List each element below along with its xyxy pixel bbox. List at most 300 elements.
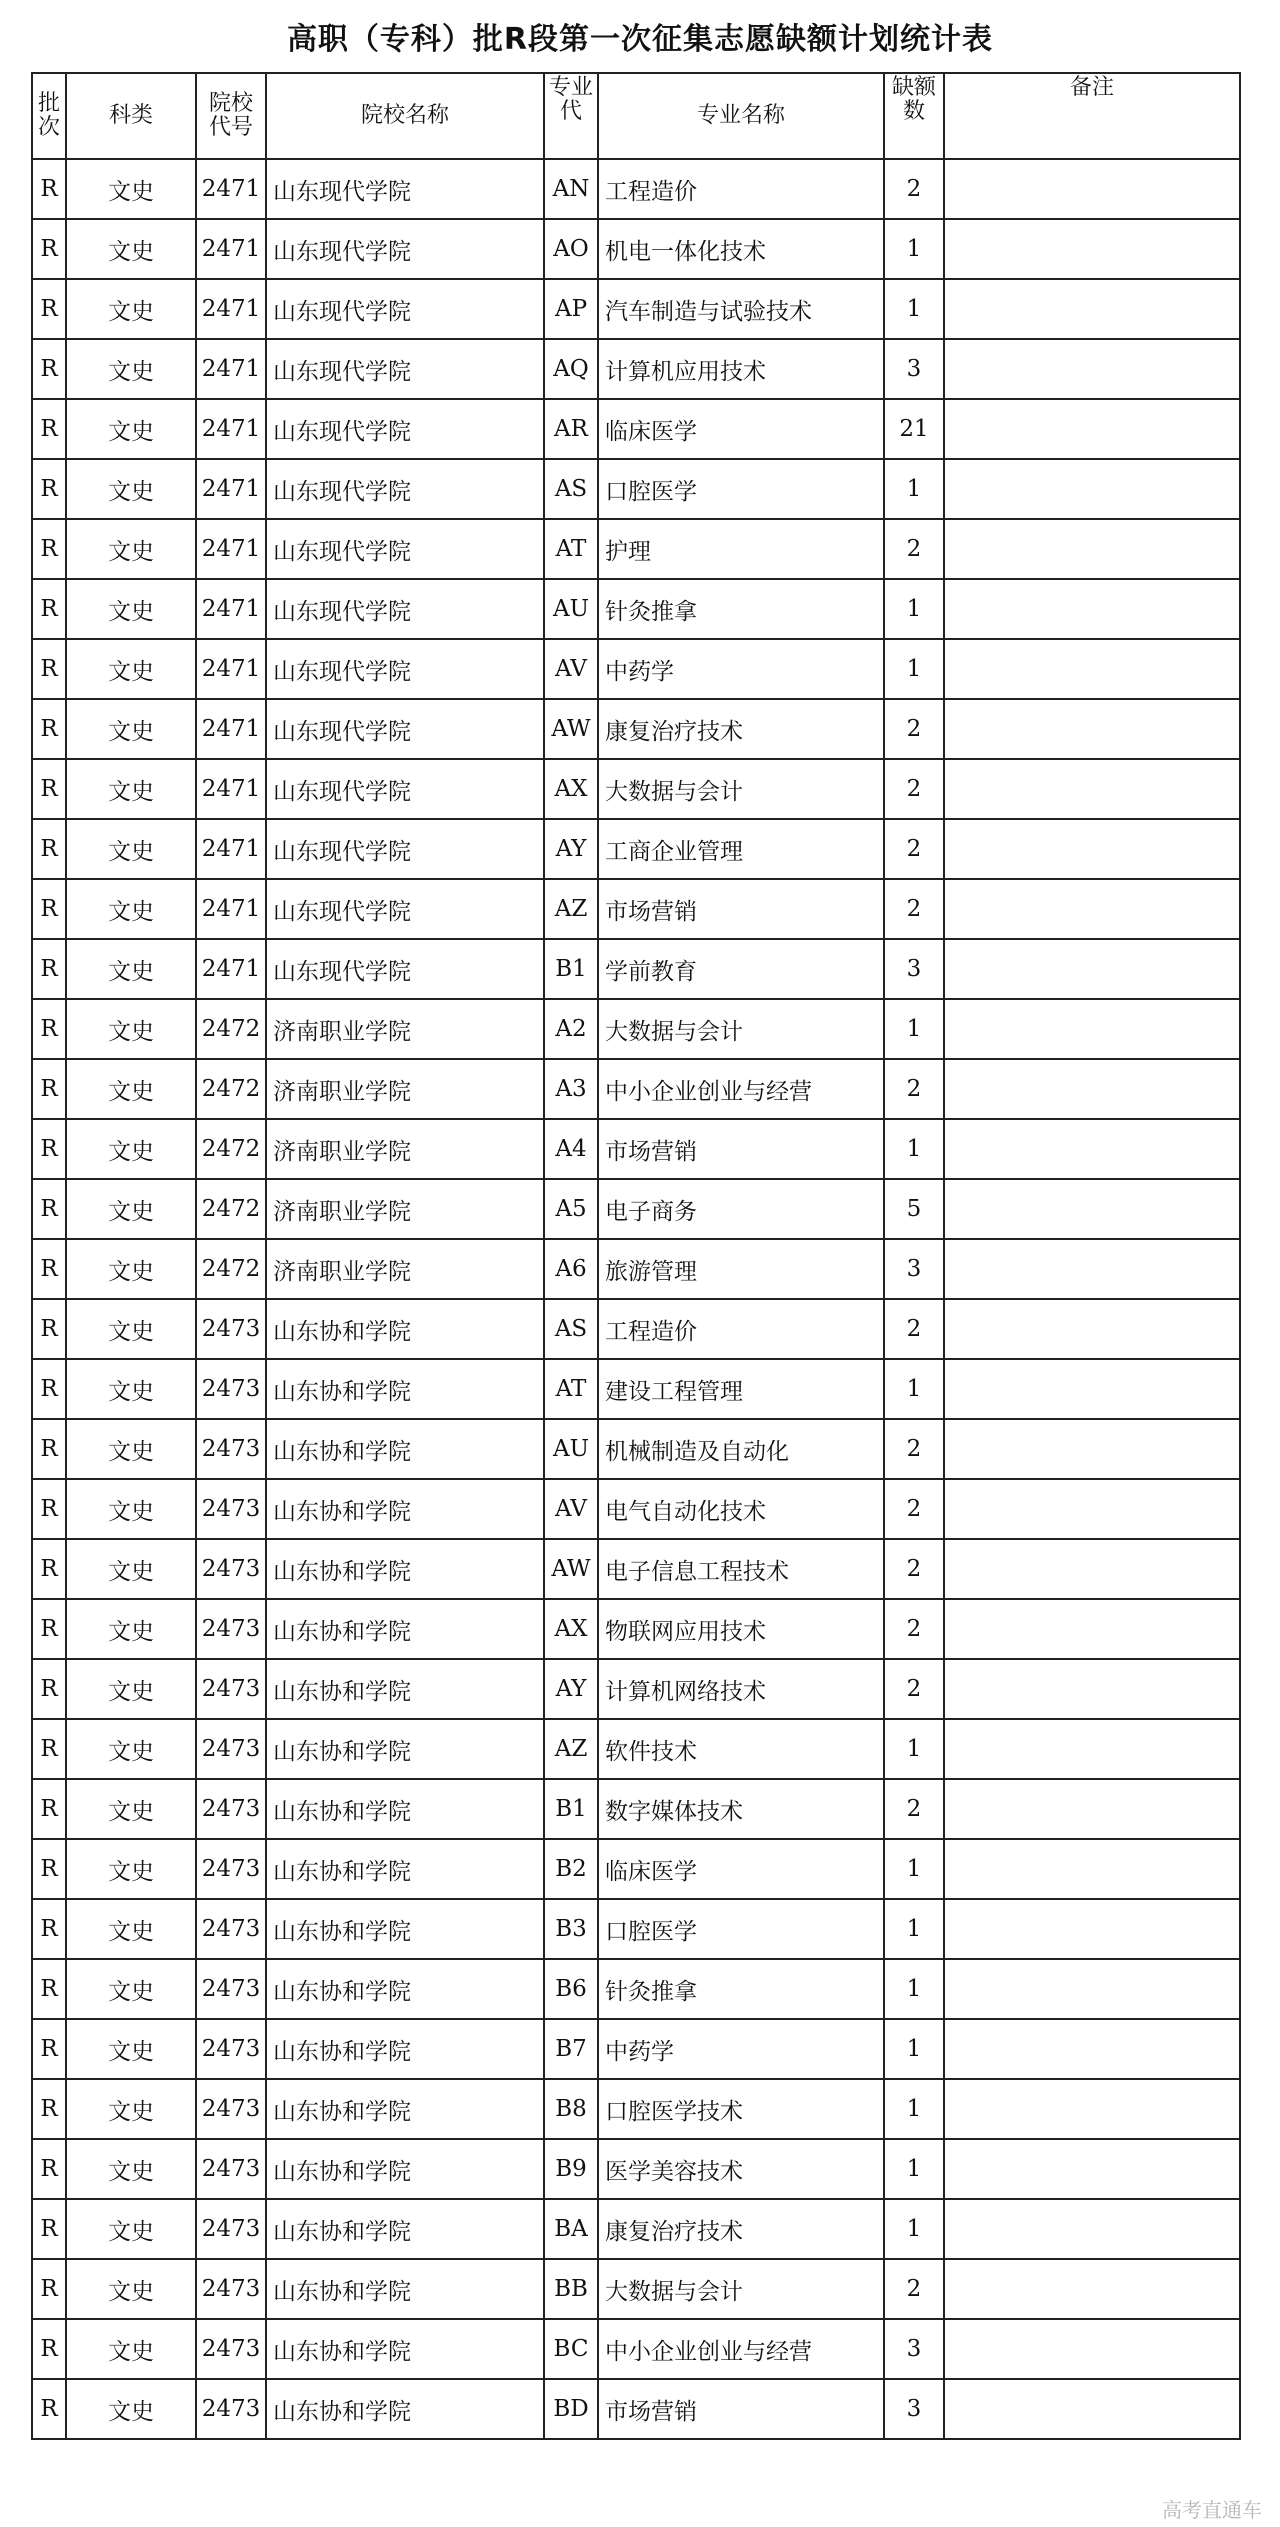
table-row: [32, 1599, 1240, 1659]
cell-school-name: 山东协和学院: [266, 1839, 544, 1899]
cell-type: 文史: [66, 1119, 196, 1179]
cell-major-code: AX: [544, 1599, 598, 1659]
cell-major-name: 电气自动化技术: [598, 1479, 884, 1539]
cell-note: [944, 1719, 1240, 1779]
cell-type: 文史: [66, 939, 196, 999]
cell-major-name: 康复治疗技术: [598, 699, 884, 759]
cell-major-code: B7: [544, 2019, 598, 2079]
header-type: 科类: [66, 73, 196, 159]
table-row: [32, 2379, 1240, 2439]
cell-note: [944, 1059, 1240, 1119]
table-row: [32, 1539, 1240, 1599]
table-row: [32, 1839, 1240, 1899]
cell-major-code: AZ: [544, 1719, 598, 1779]
cell-type: 文史: [66, 2079, 196, 2139]
cell-major-code: A3: [544, 1059, 598, 1119]
cell-major-name: 中小企业创业与经营: [598, 2319, 884, 2379]
cell-note: [944, 1599, 1240, 1659]
table-row: [32, 399, 1240, 459]
table-row: [32, 1239, 1240, 1299]
cell-school-code: 2471: [196, 579, 266, 639]
cell-batch: R: [32, 1059, 66, 1119]
table-row: [32, 2319, 1240, 2379]
cell-school-name: 山东协和学院: [266, 1659, 544, 1719]
cell-note: [944, 1779, 1240, 1839]
table-row: [32, 2259, 1240, 2319]
cell-major-code: B8: [544, 2079, 598, 2139]
cell-vacancy-count: 2: [884, 1659, 944, 1719]
cell-batch: R: [32, 1179, 66, 1239]
cell-school-name: 山东协和学院: [266, 1779, 544, 1839]
cell-school-name: 济南职业学院: [266, 1239, 544, 1299]
table-row: [32, 2079, 1240, 2139]
cell-major-name: 中药学: [598, 2019, 884, 2079]
cell-vacancy-count: 21: [884, 399, 944, 459]
cell-school-name: 山东协和学院: [266, 1599, 544, 1659]
cell-major-name: 针灸推拿: [598, 1959, 884, 2019]
cell-school-code: 2473: [196, 1779, 266, 1839]
cell-vacancy-count: 1: [884, 2139, 944, 2199]
cell-school-name: 山东协和学院: [266, 1359, 544, 1419]
cell-school-code: 2471: [196, 759, 266, 819]
cell-vacancy-count: 2: [884, 159, 944, 219]
cell-major-code: A2: [544, 999, 598, 1059]
cell-batch: R: [32, 279, 66, 339]
cell-school-code: 2473: [196, 1599, 266, 1659]
cell-note: [944, 639, 1240, 699]
cell-major-code: AT: [544, 519, 598, 579]
cell-vacancy-count: 1: [884, 2019, 944, 2079]
cell-major-code: AP: [544, 279, 598, 339]
table-row: [32, 579, 1240, 639]
cell-type: 文史: [66, 1479, 196, 1539]
header-note: 备注: [944, 73, 1240, 159]
cell-major-name: 市场营销: [598, 1119, 884, 1179]
cell-vacancy-count: 1: [884, 1119, 944, 1179]
cell-school-code: 2471: [196, 939, 266, 999]
cell-major-code: AS: [544, 1299, 598, 1359]
cell-batch: R: [32, 759, 66, 819]
cell-school-name: 山东协和学院: [266, 1719, 544, 1779]
cell-school-name: 山东协和学院: [266, 2079, 544, 2139]
cell-major-code: AT: [544, 1359, 598, 1419]
cell-type: 文史: [66, 459, 196, 519]
cell-batch: R: [32, 2199, 66, 2259]
cell-type: 文史: [66, 339, 196, 399]
cell-batch: R: [32, 219, 66, 279]
cell-note: [944, 1419, 1240, 1479]
cell-batch: R: [32, 1719, 66, 1779]
cell-type: 文史: [66, 1239, 196, 1299]
cell-school-name: 山东现代学院: [266, 339, 544, 399]
cell-school-code: 2471: [196, 399, 266, 459]
header-batch: 批次: [32, 73, 66, 159]
cell-batch: R: [32, 1479, 66, 1539]
cell-note: [944, 1359, 1240, 1419]
cell-batch: R: [32, 1839, 66, 1899]
cell-batch: R: [32, 819, 66, 879]
cell-type: 文史: [66, 639, 196, 699]
cell-batch: R: [32, 459, 66, 519]
cell-vacancy-count: 2: [884, 1479, 944, 1539]
cell-major-name: 护理: [598, 519, 884, 579]
cell-major-code: A6: [544, 1239, 598, 1299]
cell-school-name: 山东现代学院: [266, 399, 544, 459]
cell-note: [944, 1179, 1240, 1239]
cell-note: [944, 879, 1240, 939]
cell-major-name: 汽车制造与试验技术: [598, 279, 884, 339]
cell-type: 文史: [66, 1719, 196, 1779]
cell-school-name: 山东现代学院: [266, 279, 544, 339]
table-row: [32, 459, 1240, 519]
cell-note: [944, 2019, 1240, 2079]
cell-major-name: 工商企业管理: [598, 819, 884, 879]
cell-school-code: 2473: [196, 1839, 266, 1899]
cell-school-name: 山东协和学院: [266, 2139, 544, 2199]
table-row: [32, 339, 1240, 399]
cell-major-name: 市场营销: [598, 879, 884, 939]
cell-vacancy-count: 1: [884, 639, 944, 699]
cell-batch: R: [32, 1419, 66, 1479]
cell-school-name: 济南职业学院: [266, 1119, 544, 1179]
cell-note: [944, 1839, 1240, 1899]
cell-type: 文史: [66, 1959, 196, 2019]
cell-note: [944, 2139, 1240, 2199]
header-major-name: 专业名称: [598, 73, 884, 159]
cell-batch: R: [32, 1359, 66, 1419]
table-row: [32, 1119, 1240, 1179]
cell-school-name: 山东现代学院: [266, 759, 544, 819]
cell-type: 文史: [66, 159, 196, 219]
cell-school-code: 2473: [196, 2139, 266, 2199]
cell-batch: R: [32, 2019, 66, 2079]
watermark: 高考直通车: [1162, 2498, 1262, 2522]
cell-note: [944, 999, 1240, 1059]
cell-major-name: 旅游管理: [598, 1239, 884, 1299]
cell-major-code: AY: [544, 819, 598, 879]
cell-note: [944, 1899, 1240, 1959]
cell-school-code: 2471: [196, 279, 266, 339]
cell-note: [944, 399, 1240, 459]
table-row: [32, 1959, 1240, 2019]
table-row: [32, 639, 1240, 699]
cell-type: 文史: [66, 579, 196, 639]
cell-major-code: AV: [544, 639, 598, 699]
cell-major-name: 医学美容技术: [598, 2139, 884, 2199]
cell-vacancy-count: 2: [884, 519, 944, 579]
cell-school-name: 山东协和学院: [266, 1419, 544, 1479]
cell-note: [944, 459, 1240, 519]
table-row: [32, 219, 1240, 279]
cell-batch: R: [32, 1539, 66, 1599]
cell-note: [944, 159, 1240, 219]
cell-school-code: 2473: [196, 1899, 266, 1959]
table-row: [32, 2139, 1240, 2199]
vacancy-table: [31, 72, 1241, 2440]
cell-note: [944, 219, 1240, 279]
cell-school-name: 山东协和学院: [266, 1899, 544, 1959]
cell-major-code: AW: [544, 699, 598, 759]
cell-type: 文史: [66, 1659, 196, 1719]
cell-vacancy-count: 2: [884, 1779, 944, 1839]
table-row: [32, 1479, 1240, 1539]
cell-note: [944, 2259, 1240, 2319]
cell-major-code: AR: [544, 399, 598, 459]
cell-major-name: 临床医学: [598, 399, 884, 459]
cell-batch: R: [32, 399, 66, 459]
cell-note: [944, 1299, 1240, 1359]
cell-school-code: 2473: [196, 1959, 266, 2019]
cell-major-code: AX: [544, 759, 598, 819]
cell-type: 文史: [66, 1059, 196, 1119]
cell-major-code: AY: [544, 1659, 598, 1719]
cell-major-name: 口腔医学: [598, 1899, 884, 1959]
cell-school-name: 山东现代学院: [266, 519, 544, 579]
cell-major-code: B9: [544, 2139, 598, 2199]
cell-major-name: 建设工程管理: [598, 1359, 884, 1419]
cell-note: [944, 579, 1240, 639]
cell-major-name: 软件技术: [598, 1719, 884, 1779]
cell-major-code: B3: [544, 1899, 598, 1959]
cell-type: 文史: [66, 819, 196, 879]
cell-type: 文史: [66, 279, 196, 339]
cell-type: 文史: [66, 519, 196, 579]
cell-school-code: 2473: [196, 1479, 266, 1539]
cell-vacancy-count: 3: [884, 2319, 944, 2379]
cell-major-name: 机电一体化技术: [598, 219, 884, 279]
cell-batch: R: [32, 579, 66, 639]
cell-school-code: 2472: [196, 999, 266, 1059]
cell-major-name: 机械制造及自动化: [598, 1419, 884, 1479]
cell-note: [944, 1239, 1240, 1299]
cell-type: 文史: [66, 2019, 196, 2079]
cell-major-name: 工程造价: [598, 1299, 884, 1359]
cell-major-name: 中小企业创业与经营: [598, 1059, 884, 1119]
cell-major-code: B1: [544, 1779, 598, 1839]
table-row: [32, 279, 1240, 339]
cell-type: 文史: [66, 399, 196, 459]
cell-type: 文史: [66, 219, 196, 279]
cell-major-name: 计算机网络技术: [598, 1659, 884, 1719]
cell-batch: R: [32, 339, 66, 399]
header-row: [32, 73, 1240, 159]
cell-type: 文史: [66, 1299, 196, 1359]
cell-note: [944, 519, 1240, 579]
cell-major-name: 计算机应用技术: [598, 339, 884, 399]
cell-note: [944, 759, 1240, 819]
cell-vacancy-count: 2: [884, 1599, 944, 1659]
cell-major-code: BB: [544, 2259, 598, 2319]
cell-vacancy-count: 2: [884, 819, 944, 879]
cell-major-code: A4: [544, 1119, 598, 1179]
cell-major-name: 康复治疗技术: [598, 2199, 884, 2259]
cell-school-code: 2471: [196, 159, 266, 219]
cell-school-name: 山东协和学院: [266, 1479, 544, 1539]
cell-type: 文史: [66, 1899, 196, 1959]
cell-school-name: 山东现代学院: [266, 639, 544, 699]
cell-major-code: AZ: [544, 879, 598, 939]
table-row: [32, 759, 1240, 819]
cell-major-name: 工程造价: [598, 159, 884, 219]
table-body: [32, 159, 1240, 2439]
cell-major-name: 针灸推拿: [598, 579, 884, 639]
cell-batch: R: [32, 1959, 66, 2019]
cell-type: 文史: [66, 1359, 196, 1419]
header-major-code: 专业代: [544, 73, 598, 159]
cell-vacancy-count: 2: [884, 1419, 944, 1479]
cell-school-code: 2473: [196, 2379, 266, 2439]
cell-major-code: B2: [544, 1839, 598, 1899]
cell-batch: R: [32, 1779, 66, 1839]
cell-school-name: 山东协和学院: [266, 2199, 544, 2259]
cell-major-name: 大数据与会计: [598, 2259, 884, 2319]
cell-major-name: 中药学: [598, 639, 884, 699]
cell-school-code: 2473: [196, 1659, 266, 1719]
table-row: [32, 1419, 1240, 1479]
cell-school-code: 2471: [196, 699, 266, 759]
table-row: [32, 1299, 1240, 1359]
cell-note: [944, 699, 1240, 759]
table-row: [32, 1779, 1240, 1839]
cell-batch: R: [32, 939, 66, 999]
table-row: [32, 1179, 1240, 1239]
cell-school-name: 山东现代学院: [266, 879, 544, 939]
cell-type: 文史: [66, 1599, 196, 1659]
cell-note: [944, 819, 1240, 879]
cell-school-name: 山东现代学院: [266, 459, 544, 519]
cell-note: [944, 339, 1240, 399]
table-row: [32, 2019, 1240, 2079]
table-row: [32, 819, 1240, 879]
cell-school-code: 2472: [196, 1239, 266, 1299]
cell-school-code: 2472: [196, 1119, 266, 1179]
cell-type: 文史: [66, 1779, 196, 1839]
cell-school-name: 山东现代学院: [266, 939, 544, 999]
cell-vacancy-count: 3: [884, 2379, 944, 2439]
cell-vacancy-count: 1: [884, 2079, 944, 2139]
cell-school-code: 2471: [196, 339, 266, 399]
cell-school-name: 济南职业学院: [266, 999, 544, 1059]
cell-batch: R: [32, 1599, 66, 1659]
table-row: [32, 1359, 1240, 1419]
cell-note: [944, 2379, 1240, 2439]
cell-major-code: BD: [544, 2379, 598, 2439]
cell-major-name: 口腔医学: [598, 459, 884, 519]
cell-school-name: 山东协和学院: [266, 2379, 544, 2439]
cell-school-code: 2472: [196, 1179, 266, 1239]
cell-vacancy-count: 2: [884, 879, 944, 939]
cell-type: 文史: [66, 2139, 196, 2199]
cell-school-name: 山东现代学院: [266, 159, 544, 219]
cell-major-code: BC: [544, 2319, 598, 2379]
cell-major-name: 数字媒体技术: [598, 1779, 884, 1839]
cell-vacancy-count: 3: [884, 339, 944, 399]
table-row: [32, 159, 1240, 219]
table-row: [32, 2199, 1240, 2259]
cell-school-name: 山东协和学院: [266, 2019, 544, 2079]
cell-type: 文史: [66, 879, 196, 939]
cell-school-name: 山东现代学院: [266, 579, 544, 639]
cell-vacancy-count: 1: [884, 279, 944, 339]
cell-vacancy-count: 2: [884, 699, 944, 759]
cell-school-code: 2473: [196, 1359, 266, 1419]
cell-batch: R: [32, 879, 66, 939]
cell-note: [944, 939, 1240, 999]
cell-type: 文史: [66, 1839, 196, 1899]
cell-type: 文史: [66, 2379, 196, 2439]
cell-major-code: B6: [544, 1959, 598, 2019]
cell-vacancy-count: 3: [884, 1239, 944, 1299]
cell-batch: R: [32, 699, 66, 759]
cell-note: [944, 2199, 1240, 2259]
cell-major-code: AN: [544, 159, 598, 219]
cell-batch: R: [32, 2379, 66, 2439]
cell-major-name: 市场营销: [598, 2379, 884, 2439]
cell-school-name: 山东现代学院: [266, 819, 544, 879]
cell-batch: R: [32, 1659, 66, 1719]
cell-major-code: AQ: [544, 339, 598, 399]
cell-major-name: 大数据与会计: [598, 759, 884, 819]
cell-batch: R: [32, 1299, 66, 1359]
cell-vacancy-count: 1: [884, 1719, 944, 1779]
cell-vacancy-count: 3: [884, 939, 944, 999]
cell-type: 文史: [66, 999, 196, 1059]
cell-batch: R: [32, 159, 66, 219]
header-vacancy-count: 缺额数: [884, 73, 944, 159]
cell-major-name: 电子商务: [598, 1179, 884, 1239]
table-row: [32, 1659, 1240, 1719]
cell-major-name: 大数据与会计: [598, 999, 884, 1059]
page-title: 高职（专科）批R段第一次征集志愿缺额计划统计表: [286, 22, 994, 57]
cell-major-name: 临床医学: [598, 1839, 884, 1899]
cell-school-code: 2472: [196, 1059, 266, 1119]
table-row: [32, 699, 1240, 759]
cell-batch: R: [32, 639, 66, 699]
table-row: [32, 1059, 1240, 1119]
cell-type: 文史: [66, 2199, 196, 2259]
cell-school-name: 山东现代学院: [266, 699, 544, 759]
cell-note: [944, 1659, 1240, 1719]
cell-school-code: 2471: [196, 639, 266, 699]
table-row: [32, 1719, 1240, 1779]
cell-school-code: 2473: [196, 1299, 266, 1359]
cell-type: 文史: [66, 699, 196, 759]
table-row: [32, 1899, 1240, 1959]
cell-batch: R: [32, 2259, 66, 2319]
cell-school-code: 2473: [196, 2199, 266, 2259]
cell-school-name: 济南职业学院: [266, 1059, 544, 1119]
cell-batch: R: [32, 519, 66, 579]
cell-school-name: 山东协和学院: [266, 2319, 544, 2379]
cell-note: [944, 1539, 1240, 1599]
table-row: [32, 999, 1240, 1059]
cell-batch: R: [32, 2079, 66, 2139]
cell-major-code: AV: [544, 1479, 598, 1539]
cell-type: 文史: [66, 2259, 196, 2319]
cell-school-code: 2471: [196, 459, 266, 519]
cell-vacancy-count: 1: [884, 1359, 944, 1419]
cell-major-code: AS: [544, 459, 598, 519]
cell-vacancy-count: 2: [884, 1299, 944, 1359]
cell-school-code: 2471: [196, 819, 266, 879]
cell-school-name: 山东协和学院: [266, 1299, 544, 1359]
cell-note: [944, 1959, 1240, 2019]
cell-school-code: 2473: [196, 1419, 266, 1479]
cell-school-code: 2473: [196, 2019, 266, 2079]
cell-school-name: 山东协和学院: [266, 1959, 544, 2019]
table-row: [32, 519, 1240, 579]
cell-vacancy-count: 1: [884, 459, 944, 519]
